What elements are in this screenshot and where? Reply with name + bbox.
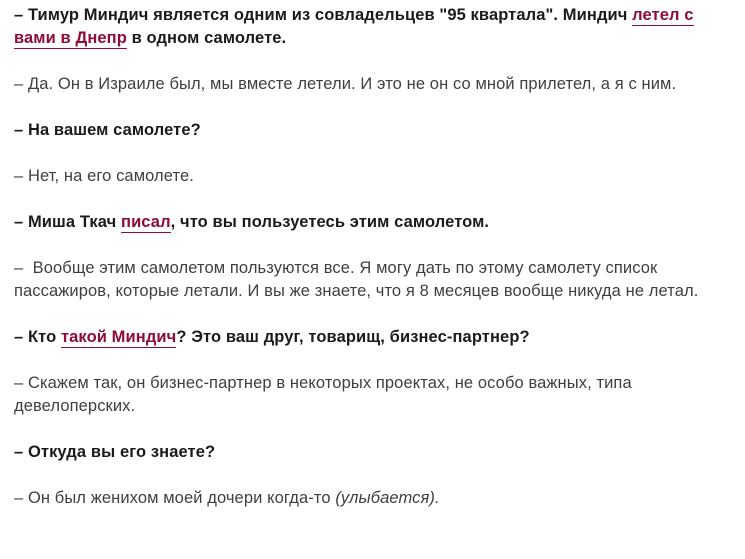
text-run: – Миша Ткач — [14, 213, 121, 231]
text-run: – На вашем самолете? — [14, 121, 201, 139]
text-run: – Скажем так, он бизнес-партнер в некоторых проектах, не особо важных, типа девелоперских. — [14, 374, 632, 415]
paragraph-question — [14, 326, 731, 349]
paragraph-answer — [14, 73, 731, 96]
text-run: ? Это ваш друг, товарищ, бизнес-партнер? — [176, 328, 530, 346]
paragraph-question — [14, 441, 731, 464]
text-run: , что вы пользуетесь этим самолетом. — [170, 213, 490, 231]
text-run: – Нет, на его самолете. — [14, 167, 194, 185]
paragraph-question — [14, 4, 731, 50]
stage-direction-text: (улыбается). — [335, 489, 440, 507]
text-run: в одном самолете. — [126, 29, 287, 47]
text-run: – Да. Он в Израиле был, мы вместе летели. И это не он со мной прилетел, а я с ним. — [14, 75, 677, 93]
paragraph-question — [14, 119, 731, 142]
text-run: – Он был женихом моей дочери когда-то — [14, 489, 336, 507]
paragraph-answer — [14, 257, 731, 303]
text-run: – Вообще этим самолетом пользуются все. Я могу дать по этому самолету список пассажиров, которые летали. И вы же знаете, что я 8 месяцев вообще никуда не летал. — [14, 259, 699, 300]
paragraph-answer — [14, 487, 731, 510]
text-run: – Кто — [14, 328, 61, 346]
inline-link[interactable]: писал — [121, 213, 171, 231]
inline-link[interactable]: летел с вами в Днепр — [14, 6, 694, 47]
inline-link[interactable]: такой Миндич — [60, 328, 177, 346]
text-run: – Тимур Миндич является одним из совладельцев "95 квартала". Миндич — [14, 6, 633, 24]
paragraph-question — [14, 211, 731, 234]
paragraph-answer — [14, 372, 731, 418]
text-run: – Откуда вы его знаете? — [14, 443, 216, 461]
paragraph-answer — [14, 165, 731, 188]
